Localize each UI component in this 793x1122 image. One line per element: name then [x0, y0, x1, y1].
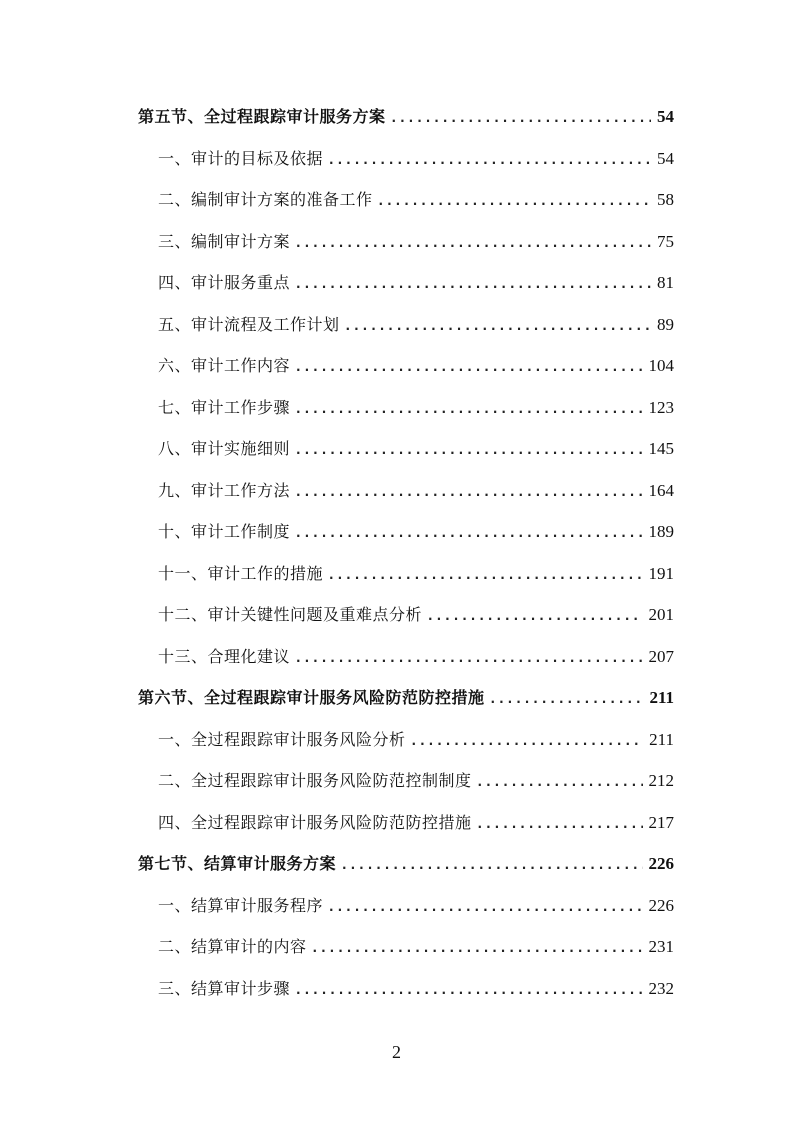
- toc-entry-title: 三、编制审计方案: [158, 231, 291, 251]
- toc-item-entry[interactable]: [138, 594, 674, 636]
- toc-entry-title: 十三、合理化建议: [158, 646, 291, 666]
- toc-dot-leader: [296, 264, 651, 304]
- toc-entry-page: 212: [648, 771, 674, 790]
- table-of-contents: [138, 96, 674, 1009]
- toc-item-entry[interactable]: [138, 636, 674, 678]
- toc-entry-title: 九、审计工作方法: [158, 480, 291, 500]
- toc-dot-leader: [412, 721, 644, 761]
- toc-item-entry[interactable]: [138, 553, 674, 595]
- toc-entry-title: 第五节、全过程跟踪审计服务方案: [138, 107, 386, 126]
- toc-entry-title: 一、结算审计服务程序: [158, 895, 324, 915]
- toc-entry-title: 二、结算审计的内容: [158, 937, 307, 956]
- toc-dot-leader: [329, 555, 642, 595]
- toc-dot-leader: [342, 845, 642, 885]
- toc-entry-page: 211: [649, 729, 674, 749]
- toc-item-entry[interactable]: [138, 179, 674, 221]
- toc-entry-title: 十一、审计工作的措施: [158, 563, 324, 583]
- toc-entry-title: 十二、审计关键性问题及重难点分析: [158, 605, 423, 624]
- toc-entry-title: 三、结算审计步骤: [158, 978, 291, 998]
- toc-section-entry[interactable]: [138, 96, 674, 138]
- toc-entry-page: 191: [648, 563, 674, 583]
- toc-dot-leader: [296, 389, 642, 429]
- toc-dot-leader: [296, 513, 642, 553]
- toc-entry-title: 二、编制审计方案的准备工作: [158, 190, 373, 209]
- toc-dot-leader: [313, 928, 643, 968]
- toc-dot-leader: [329, 140, 651, 180]
- toc-entry-title: 五、审计流程及工作计划: [158, 314, 340, 334]
- toc-entry-title: 八、审计实施细则: [158, 439, 291, 458]
- toc-dot-leader: [296, 638, 642, 678]
- toc-item-entry[interactable]: [138, 262, 674, 304]
- toc-dot-leader: [296, 472, 642, 512]
- toc-entry-page: 231: [648, 937, 674, 956]
- toc-entry-title: 一、全过程跟踪审计服务风险分析: [158, 729, 406, 749]
- toc-entry-page: 54: [657, 148, 674, 168]
- toc-item-entry[interactable]: [138, 304, 674, 346]
- toc-entry-page: 207: [648, 646, 674, 666]
- toc-dot-leader: [478, 762, 643, 802]
- toc-item-entry[interactable]: [138, 387, 674, 429]
- toc-dot-leader: [296, 347, 642, 387]
- toc-item-entry[interactable]: [138, 470, 674, 512]
- toc-item-entry[interactable]: [138, 885, 674, 927]
- toc-entry-page: 104: [648, 356, 674, 375]
- toc-item-entry[interactable]: [138, 802, 674, 844]
- toc-entry-page: 81: [657, 273, 674, 292]
- toc-entry-title: 第七节、结算审计服务方案: [138, 854, 337, 873]
- toc-entry-page: 226: [648, 854, 674, 873]
- toc-entry-page: 89: [657, 314, 674, 334]
- toc-dot-leader: [296, 223, 651, 263]
- toc-dot-leader: [379, 181, 651, 221]
- toc-entry-page: 217: [648, 812, 674, 832]
- toc-item-entry[interactable]: [138, 221, 674, 263]
- toc-entry-page: 232: [648, 978, 674, 998]
- toc-item-entry[interactable]: [138, 926, 674, 968]
- toc-entry-page: 54: [657, 107, 674, 126]
- toc-dot-leader: [428, 596, 642, 636]
- toc-section-entry[interactable]: [138, 677, 674, 719]
- toc-entry-page: 75: [657, 231, 674, 251]
- toc-dot-leader: [296, 430, 642, 470]
- toc-entry-title: 二、全过程跟踪审计服务风险防范控制制度: [158, 771, 472, 790]
- toc-entry-page: 145: [648, 439, 674, 458]
- toc-entry-title: 四、全过程跟踪审计服务风险防范防控措施: [158, 812, 472, 832]
- toc-entry-page: 226: [648, 895, 674, 915]
- toc-dot-leader: [329, 887, 642, 927]
- toc-entry-title: 四、审计服务重点: [158, 273, 291, 292]
- toc-item-entry[interactable]: [138, 760, 674, 802]
- toc-dot-leader: [392, 98, 651, 138]
- page-number: 2: [392, 1042, 401, 1062]
- toc-item-entry[interactable]: [138, 511, 674, 553]
- toc-entry-title: 第六节、全过程跟踪审计服务风险防范防控措施: [138, 688, 485, 707]
- toc-entry-title: 六、审计工作内容: [158, 356, 291, 375]
- toc-dot-leader: [346, 306, 651, 346]
- toc-section-entry[interactable]: [138, 843, 674, 885]
- toc-entry-page: 58: [657, 190, 674, 209]
- toc-item-entry[interactable]: [138, 719, 674, 761]
- toc-entry-page: 211: [649, 688, 674, 707]
- toc-dot-leader: [296, 970, 642, 1010]
- toc-entry-page: 123: [648, 397, 674, 417]
- toc-item-entry[interactable]: [138, 138, 674, 180]
- toc-entry-title: 一、审计的目标及依据: [158, 148, 324, 168]
- toc-entry-title: 七、审计工作步骤: [158, 397, 291, 417]
- toc-entry-page: 189: [648, 522, 674, 541]
- toc-item-entry[interactable]: [138, 968, 674, 1010]
- toc-item-entry[interactable]: [138, 345, 674, 387]
- toc-entry-title: 十、审计工作制度: [158, 522, 291, 541]
- toc-dot-leader: [491, 679, 644, 719]
- toc-dot-leader: [478, 804, 643, 844]
- toc-item-entry[interactable]: [138, 428, 674, 470]
- toc-entry-page: 201: [648, 605, 674, 624]
- toc-entry-page: 164: [648, 480, 674, 500]
